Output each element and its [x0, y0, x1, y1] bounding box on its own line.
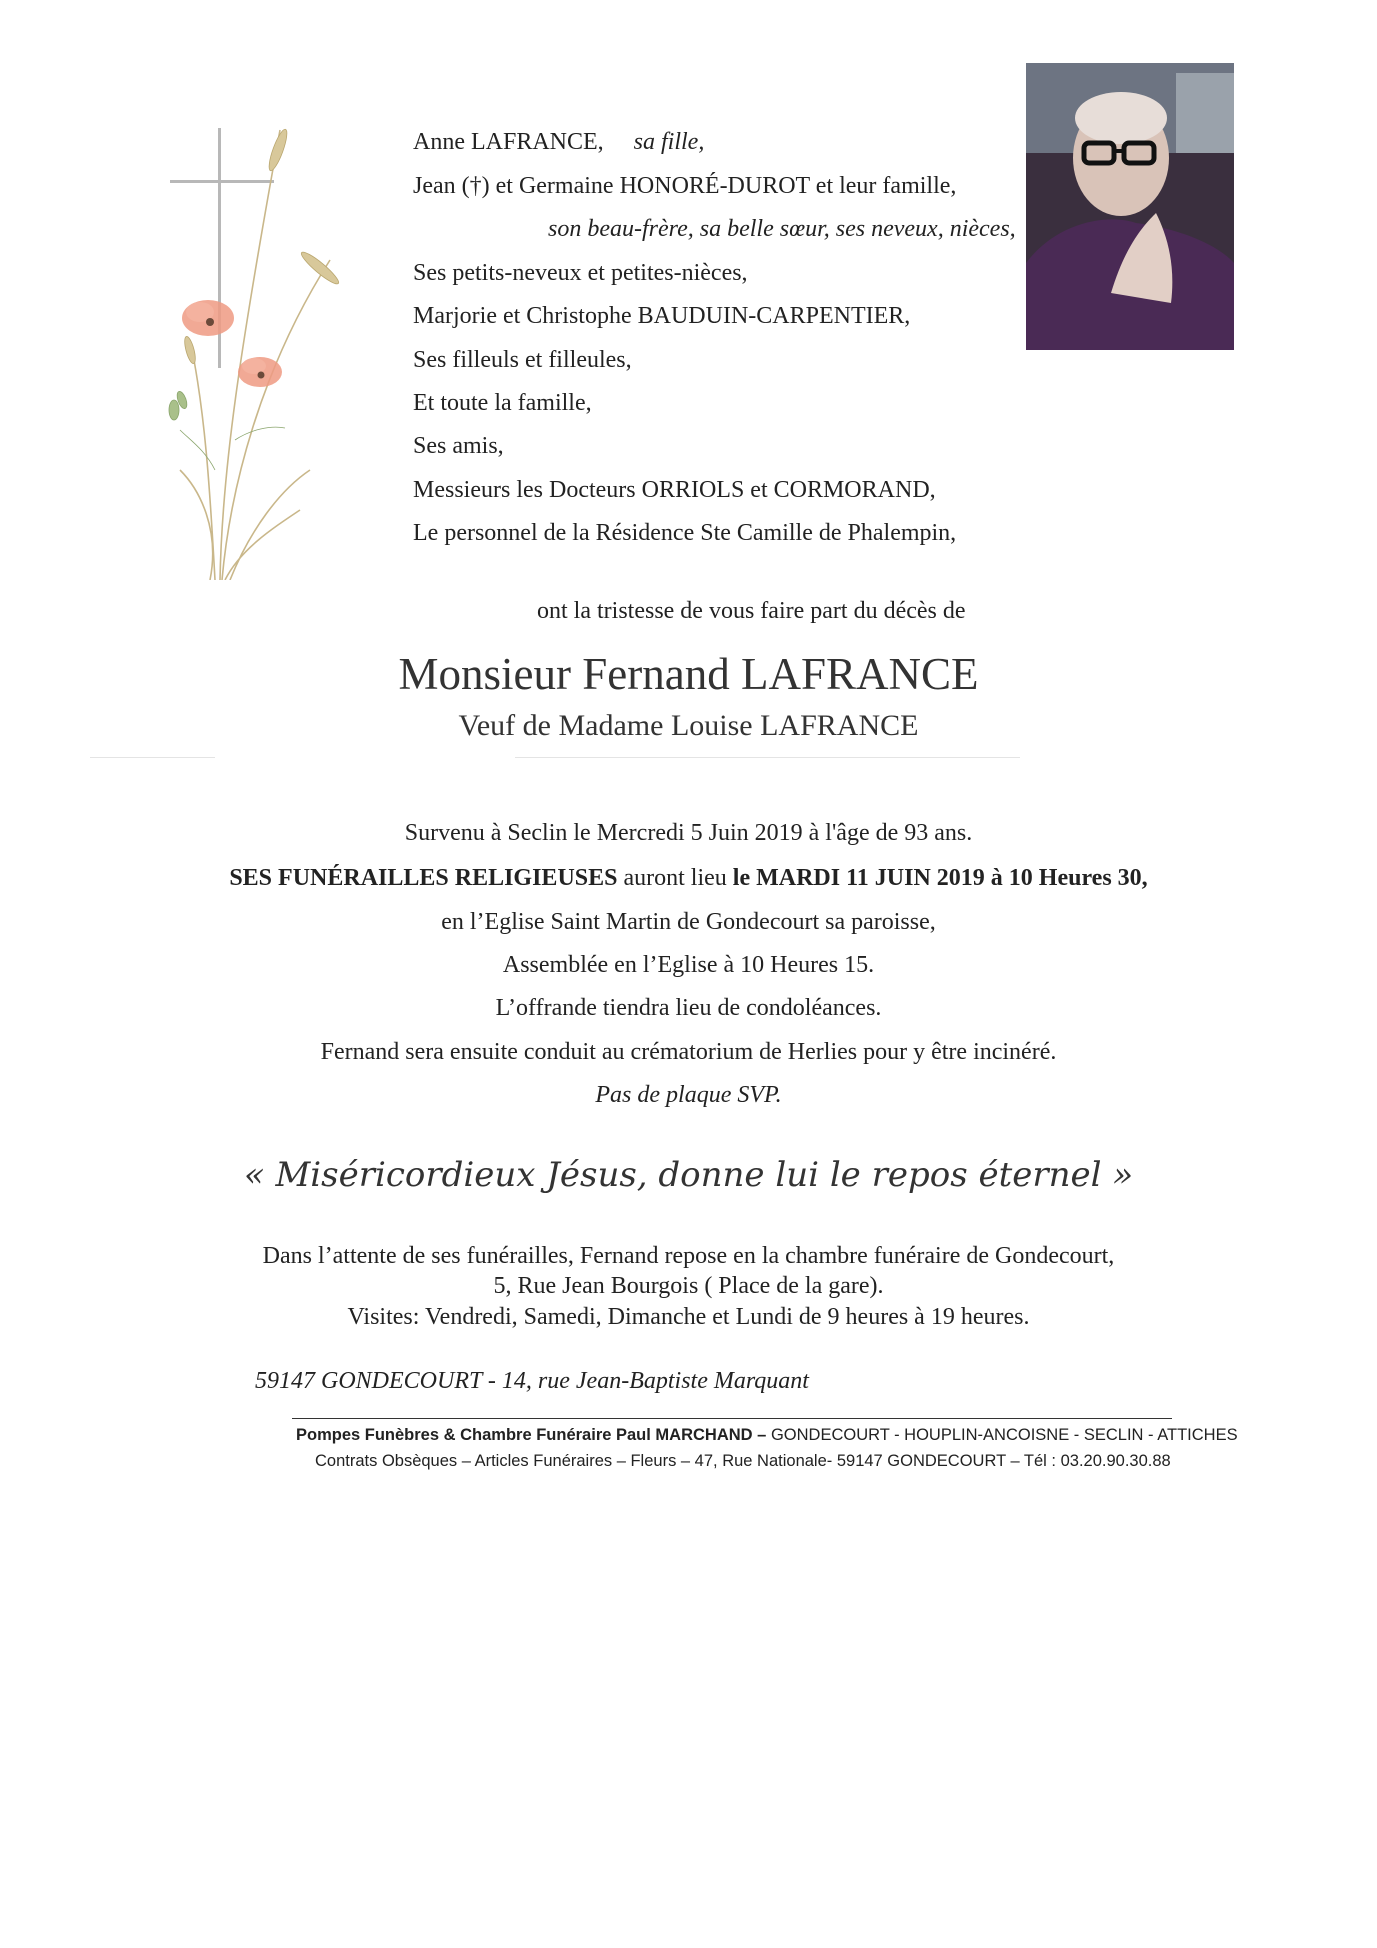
family-line: Ses amis, [413, 433, 504, 459]
cremation-details: Fernand sera ensuite conduit au crématorium de Herlies pour y être incinéré. [320, 1039, 1057, 1065]
footer-services: Contrats Obsèques – Articles Funéraires – Fleurs – 47, Rue Nationale- 59147 GONDECOURT – Tél : 03.20.90.30.88 [315, 1452, 1171, 1470]
rest-line-3: Visites: Vendredi, Samedi, Dimanche et Lundi de 9 heures à 19 heures. [347, 1304, 1030, 1330]
faint-divider [515, 757, 1020, 758]
family-relation: sa fille, [633, 129, 705, 155]
assembly-details: Assemblée en l’Eglise à 10 Heures 15. [502, 952, 875, 978]
portrait-drawing [1026, 63, 1234, 350]
prayer-quote: « Miséricordieux Jésus, donne lui le repos éternel » [243, 1155, 1134, 1195]
faint-divider [90, 757, 215, 758]
footer-divider [292, 1418, 1172, 1419]
cross-poppy-illustration [160, 110, 350, 580]
offering-details: L’offrande tiendra lieu de condoléances. [495, 995, 882, 1021]
family-line: Messieurs les Docteurs ORRIOLS et CORMORAND, [413, 477, 936, 503]
death-details: Survenu à Seclin le Mercredi 5 Juin 2019 à l'âge de 93 ans. [404, 820, 973, 846]
family-line: Marjorie et Christophe BAUDUIN-CARPENTIER, [413, 303, 911, 329]
family-line: Jean (†) et Germaine HONORÉ-DUROT et leur famille, [413, 173, 957, 199]
family-line: Ses filleuls et filleules, [413, 347, 632, 373]
rest-line-1: Dans l’attente de ses funérailles, Fernand repose en la chambre funéraire de Gondecourt, [262, 1243, 1115, 1269]
funeral-heading: SES FUNÉRAILLES RELIGIEUSES [229, 865, 618, 891]
funeral-details [0, 863, 1377, 893]
deceased-name: Monsieur Fernand LAFRANCE [398, 649, 979, 699]
announcement-intro: ont la tristesse de vous faire part du décès de [537, 598, 966, 624]
footer-company [296, 1424, 1238, 1446]
funeral-connector: auront lieu [617, 865, 733, 891]
no-plaque-note: Pas de plaque SVP. [595, 1082, 782, 1108]
footer-company-name: Pompes Funèbres & Chambre Funéraire Paul MARCHAND – [296, 1426, 767, 1444]
poppy-center [258, 372, 265, 379]
portrait-photo [1026, 63, 1234, 350]
cross-horizontal-bar [170, 180, 274, 183]
funeral-date: le MARDI 11 JUIN 2019 à 10 Heures 30, [732, 865, 1148, 891]
poppy-center [206, 318, 214, 326]
address-line: 59147 GONDECOURT - 14, rue Jean-Baptiste Marquant [255, 1368, 809, 1394]
church-details: en l’Eglise Saint Martin de Gondecourt sa paroisse, [441, 909, 936, 935]
wheat-stalks [180, 130, 330, 580]
family-line: Et toute la famille, [413, 390, 592, 416]
family-relation-line: son beau-frère, sa belle sœur, ses neveux, nièces, [548, 216, 1016, 242]
poppy-buds-leaves [169, 390, 285, 470]
family-line: Le personnel de la Résidence Ste Camille de Phalempin, [413, 520, 957, 546]
footer-company-locations: GONDECOURT - HOUPLIN-ANCOISNE - SECLIN - ATTICHES [766, 1426, 1238, 1444]
widower-of: Veuf de Madame Louise LAFRANCE [458, 709, 919, 742]
family-line [413, 127, 704, 157]
rest-line-2: 5, Rue Jean Bourgois ( Place de la gare). [493, 1273, 884, 1299]
poppy-flower [242, 358, 266, 374]
family-line: Ses petits-neveux et petites-nièces, [413, 260, 748, 286]
family-name: Anne LAFRANCE, [413, 129, 604, 155]
